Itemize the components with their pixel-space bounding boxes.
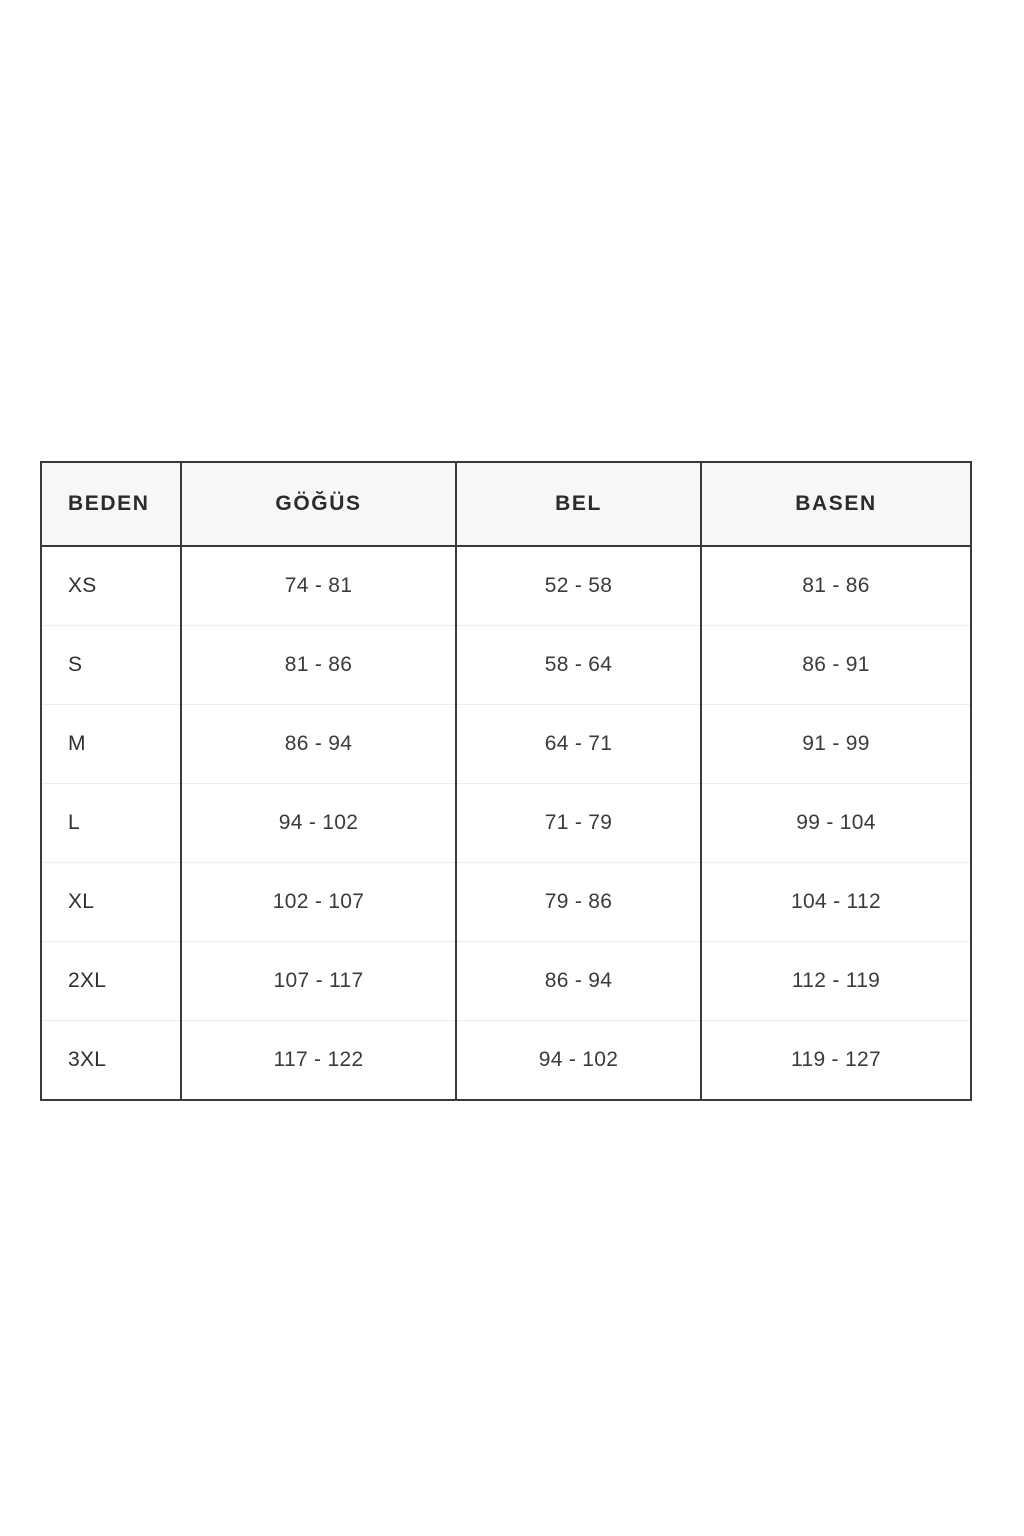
cell-basen: 119 - 127 <box>791 1048 881 1071</box>
size-chart <box>40 461 970 1101</box>
table-row <box>41 942 971 1021</box>
cell-basen: 99 - 104 <box>701 784 971 863</box>
cell-beden: S <box>41 626 181 705</box>
cell-beden: 2XL <box>41 942 181 1021</box>
cell-basen: 81 - 86 <box>701 546 971 626</box>
cell-gogus: 74 - 81 <box>181 546 456 626</box>
table-row <box>41 863 971 942</box>
cell-bel: 58 - 64 <box>456 626 701 705</box>
column-header-basen: BASEN <box>701 462 971 546</box>
cell-bel: 64 - 71 <box>456 705 701 784</box>
cell-bel: 79 - 86 <box>456 863 701 942</box>
cell-gogus: 86 - 94 <box>181 705 456 784</box>
cell-gogus: 102 - 107 <box>181 863 456 942</box>
table-row <box>41 546 971 626</box>
size-table <box>40 461 972 1101</box>
cell-bel: 86 - 94 <box>456 942 701 1021</box>
cell-beden: XS <box>41 546 181 626</box>
cell-gogus: 81 - 86 <box>181 626 456 705</box>
cell-beden: L <box>41 784 181 863</box>
column-header-gogus: GÖĞÜS <box>181 462 456 546</box>
cell-bel: 94 - 102 <box>456 1021 701 1101</box>
cell-beden: M <box>41 705 181 784</box>
cell-beden: XL <box>41 863 181 942</box>
table-body <box>41 546 971 1100</box>
table-header-row <box>41 462 971 546</box>
cell-gogus: 107 - 117 <box>181 942 456 1021</box>
cell-beden: 3XL <box>41 1021 181 1101</box>
table-header <box>41 462 971 546</box>
cell-bel: 71 - 79 <box>456 784 701 863</box>
cell-bel: 52 - 58 <box>456 546 701 626</box>
cell-gogus: 94 - 102 <box>181 784 456 863</box>
column-header-beden: BEDEN <box>41 462 181 546</box>
cell-basen: 112 - 119 <box>701 942 971 1021</box>
table-row <box>41 784 971 863</box>
table-row <box>41 1021 971 1101</box>
cell-basen: 91 - 99 <box>701 705 971 784</box>
cell-basen: 104 - 112 <box>701 863 971 942</box>
cell-basen: 86 - 91 <box>701 626 971 705</box>
table-row <box>41 626 971 705</box>
table-row <box>41 705 971 784</box>
cell-gogus: 117 - 122 <box>181 1021 456 1101</box>
column-header-bel: BEL <box>456 462 701 546</box>
